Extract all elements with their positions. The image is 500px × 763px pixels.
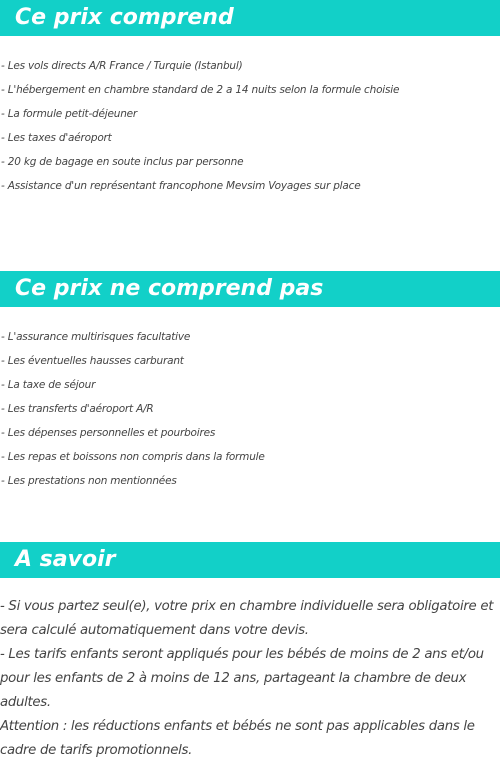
list-item: - L'assurance multirisques facultative xyxy=(1,331,191,343)
list-item: - Les prestations non mentionnées xyxy=(1,475,177,487)
info-paragraph: - Les tarifs enfants seront appliqués pour les bébés de moins de 2 ans et/ou pour les enfants de 2 à moins de 12 ans, partageant la chambre de deux adultes. xyxy=(0,647,484,710)
list-item: - La formule petit-déjeuner xyxy=(1,108,138,120)
list-item: - Les éventuelles hausses carburant xyxy=(1,355,184,367)
section-header-not-included: Ce prix ne comprend pas xyxy=(0,271,500,307)
section-header-good-to-know: A savoir xyxy=(0,542,500,578)
list-item: - Les dépenses personnelles et pourboires xyxy=(1,427,216,439)
info-paragraph: - Si vous partez seul(e), votre prix en chambre individuelle sera obligatoire et sera calculé automatiquement dans votre devis. xyxy=(0,599,494,638)
list-item: - La taxe de séjour xyxy=(1,379,96,391)
info-paragraph: Attention : les réductions enfants et bébés ne sont pas applicables dans le cadre de tarifs promotionnels. xyxy=(0,719,475,758)
list-item: - Assistance d'un représentant francophone Mevsim Voyages sur place xyxy=(1,180,361,192)
list-item: - L'hébergement en chambre standard de 2 a 14 nuits selon la formule choisie xyxy=(1,84,400,96)
list-item: - Les transferts d'aéroport A/R xyxy=(1,403,154,415)
section-header-included: Ce prix comprend xyxy=(0,0,500,36)
good-to-know-text xyxy=(0,595,500,763)
not-included-list xyxy=(1,331,265,499)
list-item: - Les taxes d'aéroport xyxy=(1,132,112,144)
list-item: - Les repas et boissons non compris dans la formule xyxy=(1,451,265,463)
included-list xyxy=(1,60,399,204)
list-item: - 20 kg de bagage en soute inclus par personne xyxy=(1,156,244,168)
list-item: - Les vols directs A/R France / Turquie (Istanbul) xyxy=(1,60,243,72)
